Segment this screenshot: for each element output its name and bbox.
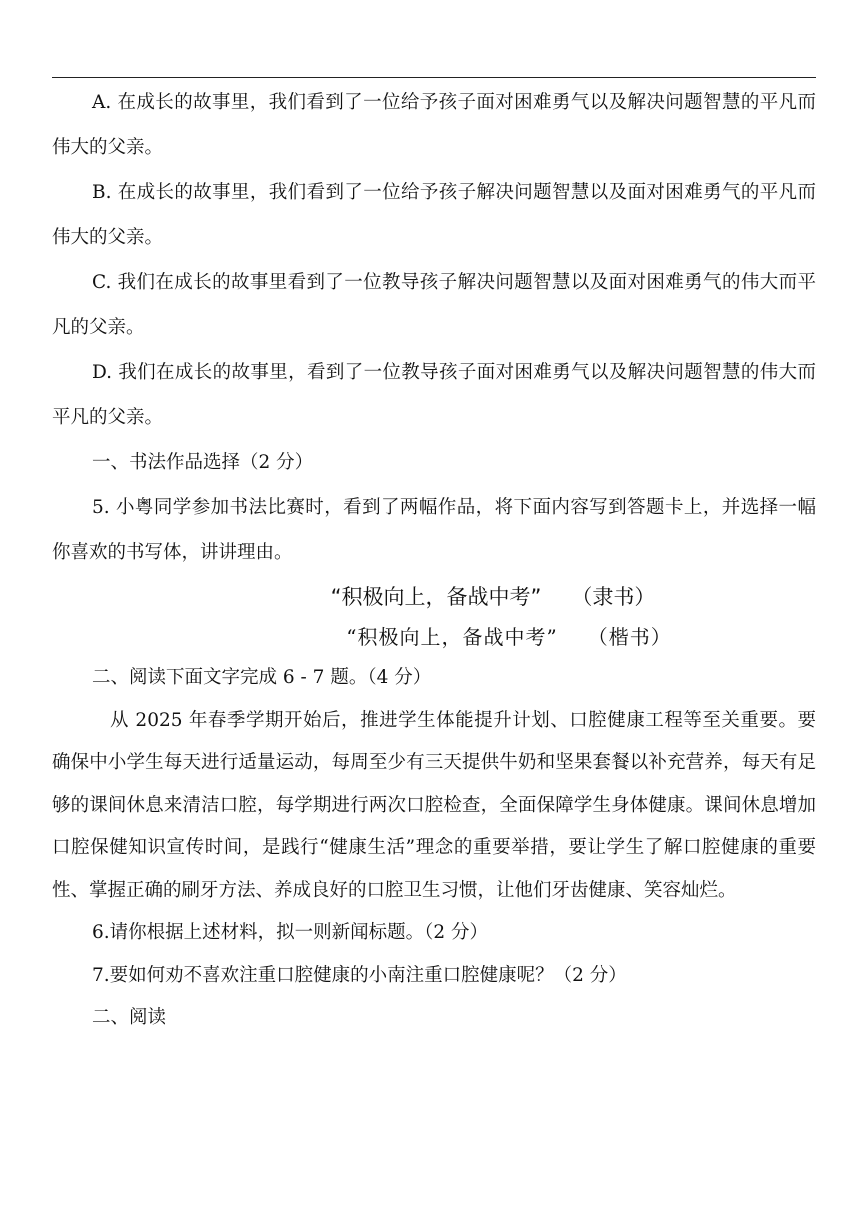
top-rule bbox=[52, 77, 816, 78]
question-7: 7.要如何劝不喜欢注重口腔健康的小南注重口腔健康呢？（2 分） bbox=[92, 964, 627, 986]
option-c bbox=[52, 260, 816, 350]
option-c-label: C. bbox=[92, 272, 112, 293]
option-d-text: 我们在成长的故事里，看到了一位教导孩子面对困难勇气以及解决问题智慧的伟大而平凡的父亲。 bbox=[52, 362, 816, 428]
calligraphy-text-kaishu: “积极向上，备战中考” bbox=[346, 625, 558, 649]
calligraphy-work-kaishu bbox=[52, 617, 816, 657]
option-b-label: B. bbox=[92, 182, 112, 203]
document-body bbox=[52, 80, 816, 1040]
reading-passage: 从 2025 年春季学期开始后，推进学生体能提升计划、口腔健康工程等至关重要。要确保中小学生每天进行适量运动，每周至少有三天提供牛奶和坚果套餐以补充营养，每天有足够的课间休息来清洁口腔，每学期进行两次口腔检查，全面保障学生身体健康。课间休息增加口腔保健知识宣传时间，是践行“健康生活”理念的重要举措，要让学生了解口腔健康的重要性、掌握正确的刷牙方法、养成良好的口腔卫生习惯，让他们牙齿健康、笑容灿烂。 bbox=[52, 709, 816, 901]
option-c-text: 我们在成长的故事里看到了一位教导孩子解决问题智慧以及面对困难勇气的伟大而平凡的父亲。 bbox=[52, 272, 816, 338]
calligraphy-style-kaishu: （楷书） bbox=[587, 625, 672, 649]
section2-heading: 二、阅读下面文字完成 6 - 7 题。（4 分） bbox=[92, 667, 432, 688]
option-d-label: D. bbox=[92, 362, 113, 383]
option-b bbox=[52, 170, 816, 260]
question-6: 6.请你根据上述材料，拟一则新闻标题。（2 分） bbox=[92, 922, 489, 943]
calligraphy-style-lishu: （隶书） bbox=[571, 585, 656, 609]
section2 bbox=[52, 657, 816, 1040]
option-a bbox=[52, 80, 816, 170]
calligraphy-work-lishu bbox=[52, 577, 816, 617]
option-b-text: 在成长的故事里，我们看到了一位给予孩子解决问题智慧以及面对困难勇气的平凡而伟大的父亲。 bbox=[52, 182, 816, 248]
section1-heading: 一、书法作品选择（2 分） bbox=[92, 452, 314, 473]
question-5: 5. 小粤同学参加书法比赛时，看到了两幅作品，将下面内容写到答题卡上，并选择一幅你喜欢的书写体，讲讲理由。 bbox=[52, 497, 816, 563]
section3-heading: 二、阅读 bbox=[92, 1007, 167, 1028]
option-a-label: A. bbox=[92, 92, 112, 113]
calligraphy-text-lishu: “积极向上，备战中考” bbox=[330, 585, 542, 609]
option-d bbox=[52, 350, 816, 440]
option-a-text: 在成长的故事里，我们看到了一位给予孩子面对困难勇气以及解决问题智慧的平凡而伟大的父亲。 bbox=[52, 92, 816, 158]
